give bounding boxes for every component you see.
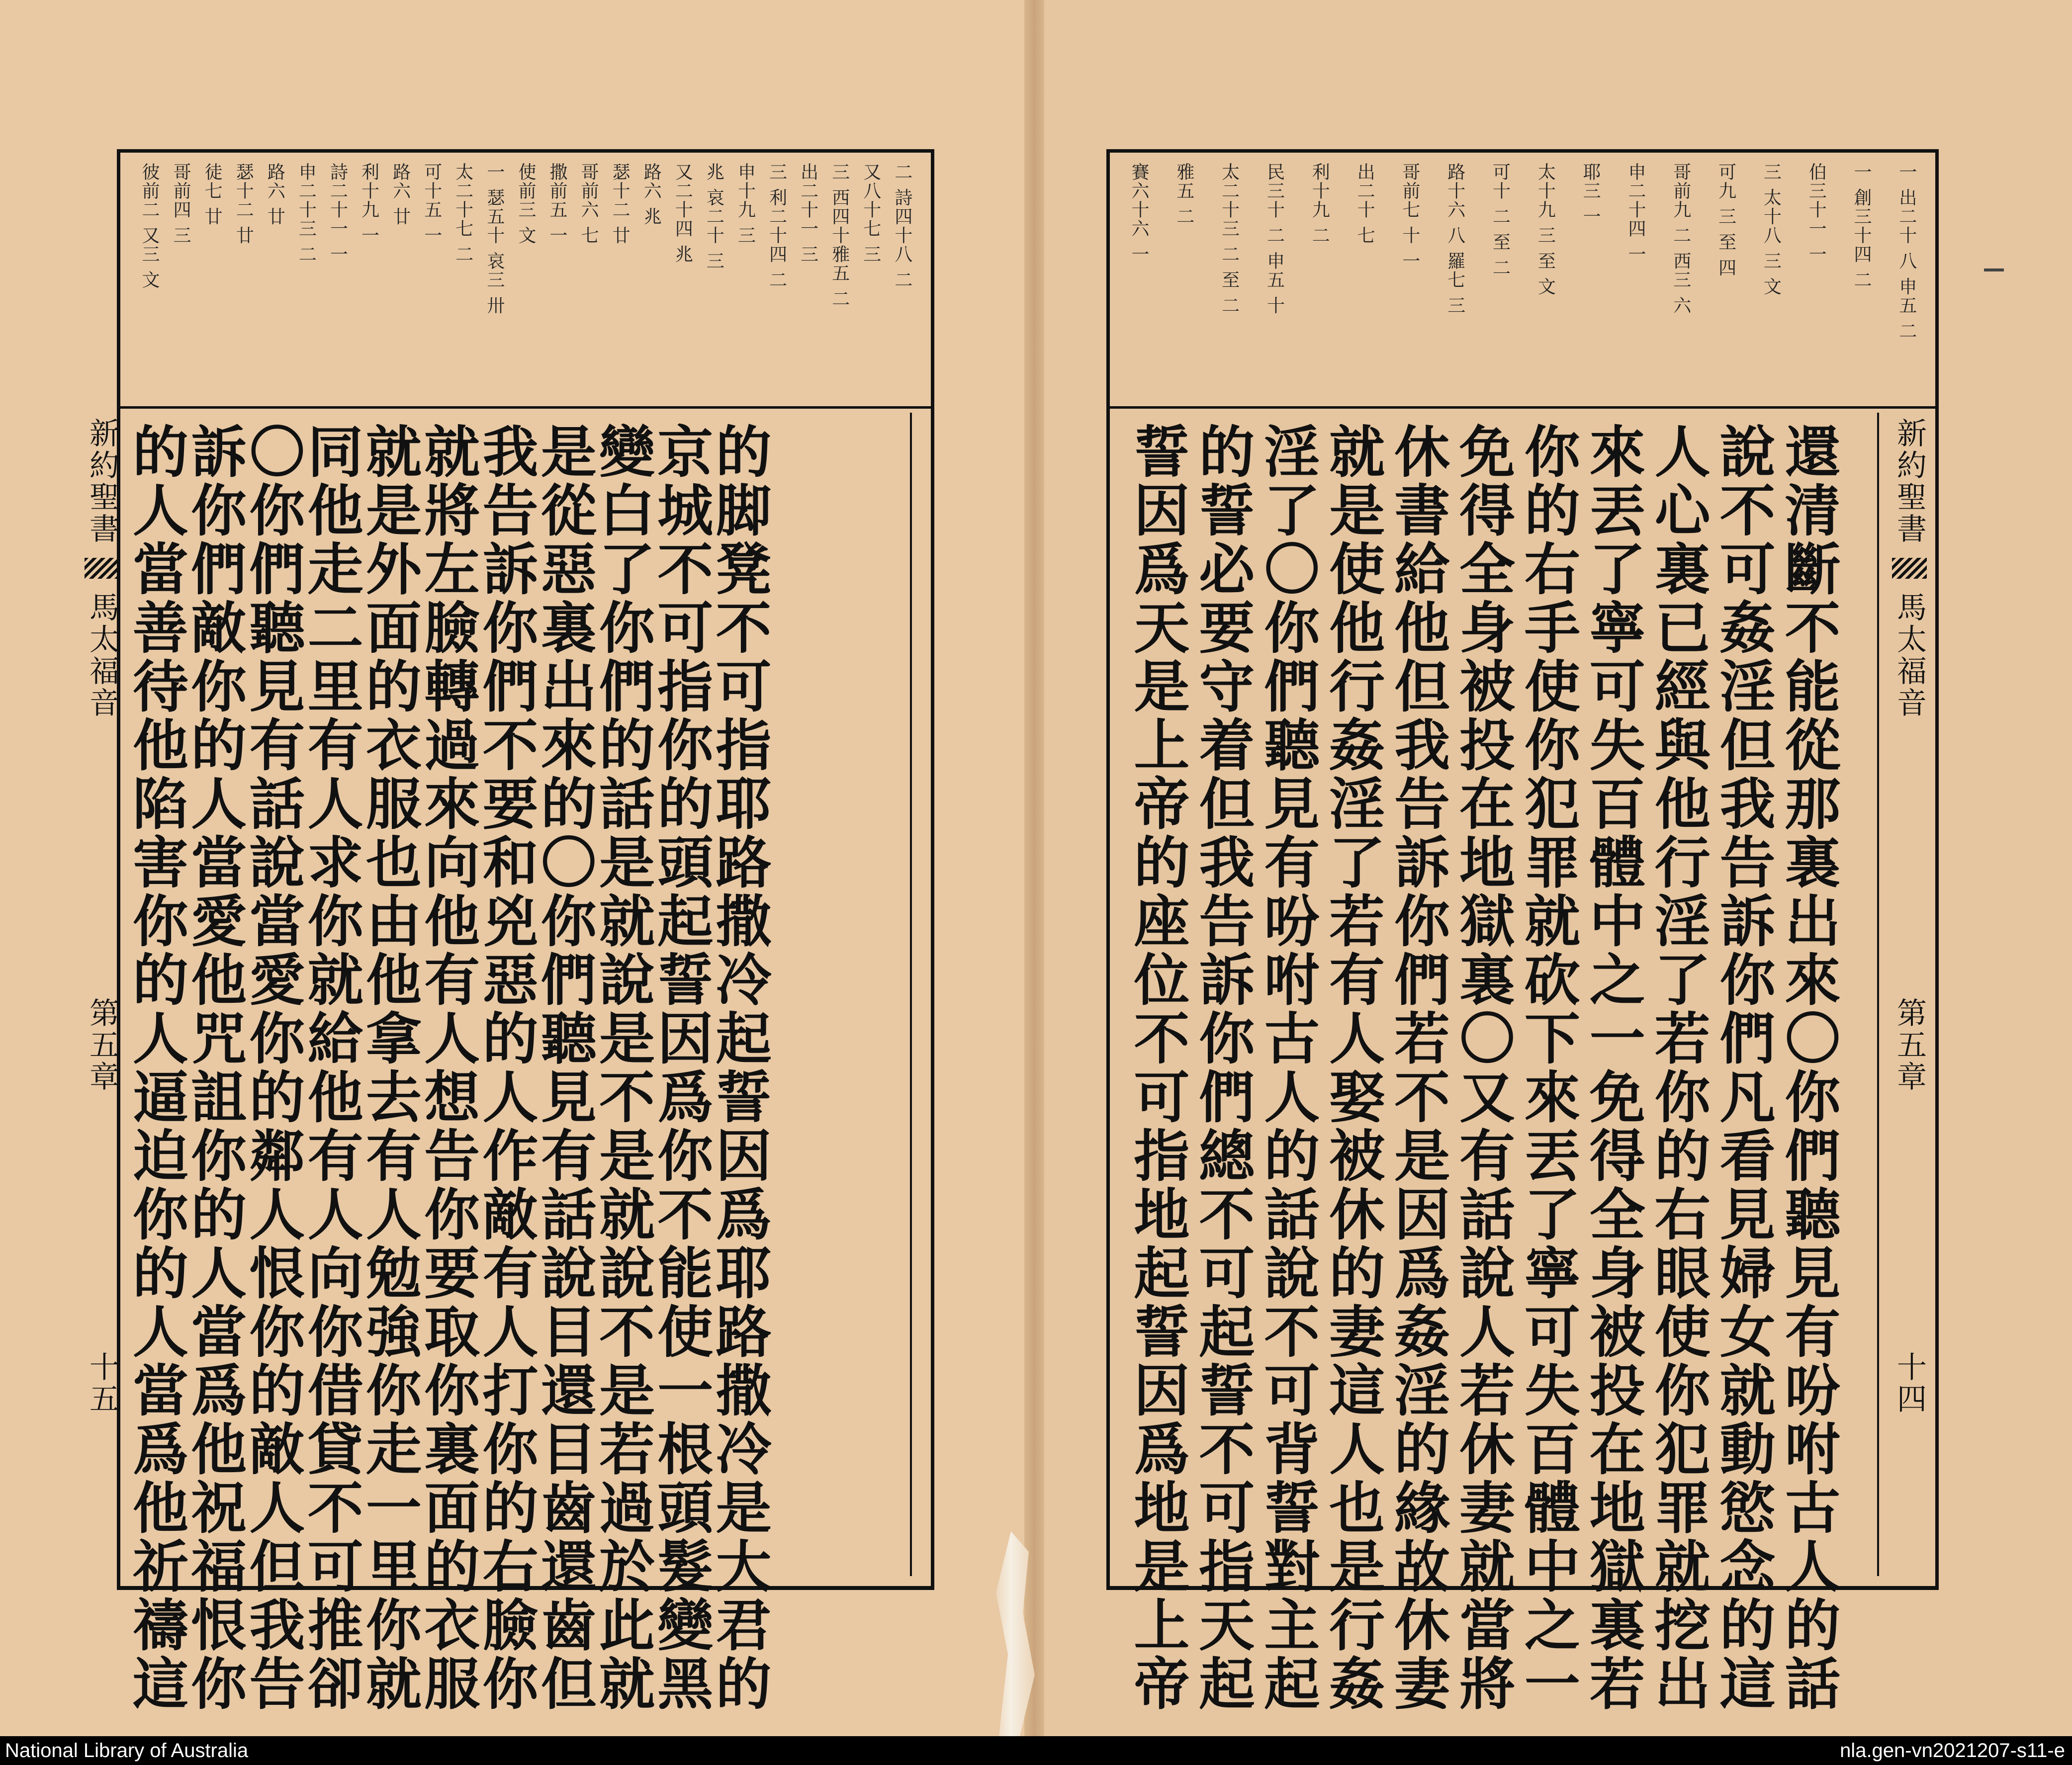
text-column: 說不可姦淫但我告訴你們凡看見婦女就動慾念的這 [1711,423,1776,1713]
cross-reference: 一 出二十 八 申五 二 [1896,163,1917,341]
record-identifier: nla.gen-vn2021207-s11-e [1840,1740,2065,1762]
cross-reference: 瑟十二 廿 [233,163,254,245]
text-column: 〇你們聽見有話說當愛你的鄰人恨你的敵人但我告 [240,423,305,1713]
fist-mark-icon [85,558,119,579]
cross-reference: 申十九 三 [735,163,756,245]
text-column: 的誓必要守着但我告訴你們總不可起誓不可指天起 [1189,423,1255,1713]
right-margin-rule [1877,413,1879,1576]
cross-reference: 詩二十一 一 [327,163,348,264]
cross-reference: 出二十一 三 [798,163,818,264]
left-reference-box [117,149,934,409]
text-column: 人心裏已經與他行淫了若你的右眼使你犯罪就挖出 [1645,423,1711,1713]
cross-reference: 伯三十一 一 [1806,163,1827,264]
footer-bar [0,1736,2072,1765]
text-column: 就是使他行姦淫了若有人娶被休的妻這人也是行姦 [1320,423,1385,1713]
cross-reference: 路六 廿 [265,163,285,226]
cross-reference: 一 瑟五十 哀三 卅 [484,163,505,315]
text-column: 的人當善待他陷害你的人逼迫你的人當爲他祈禱這 [123,423,189,1713]
cross-reference: 哥前七 十 一 [1399,163,1420,270]
cross-reference: 路六 廿 [390,163,411,226]
cross-reference: 利十九 二 [1309,163,1330,245]
text-column: 我告訴你們不要和兇惡的人作敵有人打你的右臉你 [473,423,539,1713]
book-title: 新約聖書 [85,418,119,545]
cross-reference: 兆 哀二十 三 [704,163,724,270]
book-title: 新約聖書 [1892,418,1927,545]
text-column: 就是外面的衣服也由他拿去有人勉強你走一里你就 [357,423,422,1713]
left-reference-columns [140,163,911,396]
cross-reference: 耶三 一 [1580,163,1601,226]
gospel-title: 馬太福音 [85,592,119,719]
page-number: 十五 [85,1351,119,1415]
text-column: 就將左臉轉過來向他有人想告你要取你裏面的衣服 [415,423,480,1713]
cross-reference: 路六 兆 [641,163,662,226]
text-column: 是從惡裏出來的〇你們聽見有話說目還目齒還齒但 [532,423,597,1713]
cross-reference: 又二十四 兆 [672,163,693,264]
cross-reference: 哥前六 七 [578,163,599,245]
text-column: 還清斷不能從那裏出來〇你們聽見有吩咐古人的話 [1776,423,1841,1713]
cross-reference: 哥前九 二 西三 六 [1670,163,1691,315]
cross-reference: 利十九 一 [359,163,379,245]
cross-reference: 二 詩四十八 二 [892,163,912,289]
text-column: 同他走二里有人求你就給他有人向你借貸不可推卻 [298,423,364,1713]
text-column: 休書給他但我告訴你們若不是因爲姦淫的緣故休妻 [1385,423,1450,1713]
cross-reference: 路十六 八 羅七 三 [1444,163,1465,315]
cross-reference: 賽六十六 一 [1129,163,1149,264]
cross-reference: 可九 三 至 四 [1715,163,1736,277]
cross-reference: 一 創三十四 二 [1851,163,1872,289]
cross-reference: 哥前四 三 [171,163,191,245]
library-credit: National Library of Australia [5,1740,249,1762]
cross-reference: 民三十 二 申五 十 [1264,163,1285,315]
fist-mark-icon [1892,558,1927,579]
cross-reference: 可十 二 至 二 [1490,163,1511,277]
text-column: 京城不可指你的頭起誓因爲你不能使一根頭髮變黑 [648,423,714,1713]
left-page-margin [75,413,129,1576]
cross-reference: 使前三 文 [515,163,536,245]
cross-reference: 出二十 七 [1354,163,1375,245]
right-text-columns [1120,423,1841,1713]
cross-reference: 撒前五 一 [547,163,568,245]
page-number: 十四 [1892,1351,1927,1415]
cross-reference: 徒七 廿 [202,163,223,226]
left-margin-rule [910,413,912,1576]
right-text-frame [1106,403,1939,1713]
cross-reference: 太二十七 二 [452,163,473,264]
chapter-label: 第五章 [85,997,119,1093]
text-column: 來丟了寧可失百體中之一免得全身被投在地獄裏若 [1580,423,1646,1713]
text-column: 變白了你們的話是就說是不是就說不是若過於此就 [590,423,655,1713]
right-reference-box [1106,149,1939,409]
book-gutter [1024,0,1044,1736]
right-page-margin [1882,413,1937,1576]
cross-reference: 太二十三 二 至 二 [1219,163,1240,315]
cross-reference: 彼前二 又三 文 [139,163,160,289]
cross-reference: 可十五 一 [421,163,442,245]
gospel-title: 馬太福音 [1892,592,1927,719]
cross-reference: 三 太十八 三 文 [1761,163,1782,296]
text-column: 誓因爲天是上帝的座位不可指地起誓因爲地是上帝 [1124,423,1190,1713]
cross-reference: 三 西四十雅五 二 [829,163,850,308]
cross-reference: 申二十三 二 [296,163,317,264]
left-text-columns [123,423,772,1713]
cross-reference: 太十九 三 至 文 [1535,163,1556,296]
margin-mark [1984,268,2004,271]
text-column: 的脚凳不可指耶路撒冷起誓因爲耶路撒冷是大君的 [707,423,772,1713]
chapter-label: 第五章 [1892,997,1927,1093]
right-reference-columns [1130,163,1915,396]
cross-reference: 瑟十二 廿 [610,163,631,245]
text-column: 淫了〇你們聽見有吩咐古人的話說不可背誓對主起 [1255,423,1320,1713]
cross-reference: 又八十七 三 [860,163,881,264]
text-column: 免得全身被投在地獄裏〇又有話說人若休妻就當將 [1450,423,1516,1713]
text-column: 訴你們敵你的人當愛他咒詛你的人當爲他祝福恨你 [181,423,247,1713]
text-column: 你的右手使你犯罪就砍下來丟了寧可失百體中之一 [1515,423,1581,1713]
left-text-frame [117,403,934,1713]
cross-reference: 雅五 二 [1173,163,1194,226]
cross-reference: 申二十四 一 [1625,163,1646,264]
cross-reference: 三 利二十四 二 [766,163,787,289]
